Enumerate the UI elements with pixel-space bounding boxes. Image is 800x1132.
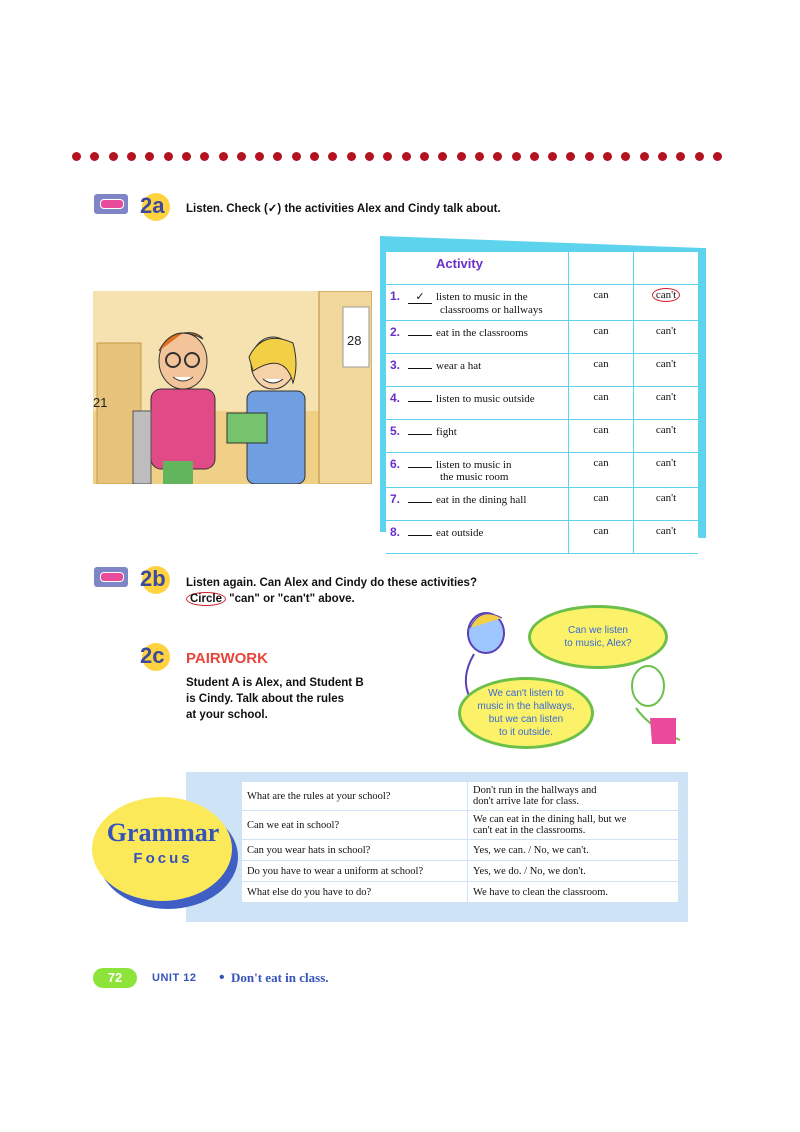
check-blank[interactable]: [408, 434, 432, 435]
cant-text: can't: [655, 525, 677, 537]
divider-dot: [603, 152, 612, 161]
instruction-2c-line: at your school.: [186, 709, 268, 721]
activity-text: eat in the dining hall: [436, 494, 527, 506]
divider-dot: [200, 152, 209, 161]
divider-dot: [695, 152, 704, 161]
divider-dot: [255, 152, 264, 161]
can-option[interactable]: [569, 420, 634, 453]
grammar-question-text: Can we eat in school?: [247, 819, 340, 831]
instruction-2b-line2: [186, 591, 477, 607]
bubble-line: We can't listen to: [488, 688, 564, 699]
cant-option[interactable]: [634, 321, 699, 354]
divider-dot: [402, 152, 411, 161]
can-option[interactable]: [569, 387, 634, 420]
grammar-answer-line: We have to clean the classroom.: [473, 886, 609, 898]
divider-dot: [493, 152, 502, 161]
divider-dot: [640, 152, 649, 161]
cant-option[interactable]: [634, 420, 699, 453]
activity-row: [386, 521, 698, 554]
header-empty-cant: [634, 252, 699, 285]
page-number: 72: [93, 968, 137, 988]
divider-dot: [585, 152, 594, 161]
grammar-question: [242, 840, 468, 861]
divider-dot: [713, 152, 722, 161]
check-blank[interactable]: [408, 502, 432, 503]
can-text: can: [593, 391, 609, 403]
divider-dot: [566, 152, 575, 161]
cant-option[interactable]: [634, 387, 699, 420]
instruction-2c-line: Student A is Alex, and Student B: [186, 677, 364, 689]
divider-dot: [548, 152, 557, 161]
activity-text-line2: classrooms or hallways: [440, 304, 543, 316]
cant-option[interactable]: [634, 453, 699, 488]
activity-row: [386, 285, 698, 321]
divider-dot: [310, 152, 319, 161]
check-blank[interactable]: [408, 368, 432, 369]
activity-table: [386, 252, 698, 554]
divider-dot: [457, 152, 466, 161]
divider-dot: [109, 152, 118, 161]
activity-row: [386, 321, 698, 354]
check-blank[interactable]: [408, 401, 432, 402]
grammar-question: [242, 782, 468, 811]
activity-number: 4.: [390, 391, 401, 405]
hallway-illustration: [93, 291, 372, 484]
unit-label: UNIT 12: [152, 972, 197, 984]
activity-number: 3.: [390, 358, 401, 372]
activity-number: 8.: [390, 525, 401, 539]
instruction-2b-line2-rest: "can" or "can't" above.: [225, 593, 355, 605]
instruction-2b: [186, 575, 477, 607]
activity-number: 7.: [390, 492, 401, 506]
cant-option[interactable]: [634, 488, 699, 521]
step-number-2b: 2b: [140, 566, 166, 591]
audio-cassette-icon[interactable]: [94, 567, 128, 587]
cant-option[interactable]: [634, 354, 699, 387]
can-text: can: [593, 358, 609, 370]
cant-text: can't: [655, 358, 677, 370]
activity-cell: [386, 420, 569, 453]
activity-number: 5.: [390, 424, 401, 438]
step-number-2a: 2a: [140, 193, 165, 218]
activity-cell: [386, 354, 569, 387]
grammar-question: [242, 811, 468, 840]
grammar-focus-badge: [92, 797, 232, 901]
grammar-row: [242, 782, 678, 811]
cant-text: can't: [655, 325, 677, 337]
can-option[interactable]: [569, 354, 634, 387]
grammar-row: [242, 811, 678, 840]
grammar-question: [242, 861, 468, 882]
speech-bubble-question: [528, 605, 668, 669]
can-option[interactable]: [569, 521, 634, 554]
activity-number: 2.: [390, 325, 401, 339]
divider-dot: [328, 152, 337, 161]
divider-dot: [658, 152, 667, 161]
can-option[interactable]: [569, 285, 634, 321]
activity-text: eat outside: [436, 527, 484, 539]
activity-row: [386, 488, 698, 521]
activity-text: fight: [436, 426, 457, 438]
can-text: can: [593, 457, 609, 469]
divider-dot: [182, 152, 191, 161]
can-option[interactable]: [569, 321, 634, 354]
bubble-line: to it outside.: [499, 727, 553, 738]
activity-row: [386, 453, 698, 488]
can-text: can: [593, 492, 609, 504]
instruction-2c: [186, 675, 364, 723]
can-text: can: [593, 325, 609, 337]
grammar-answer-line: Don't run in the hallways and: [473, 785, 597, 796]
divider-dot: [72, 152, 81, 161]
grammar-rows: [242, 782, 678, 903]
audio-cassette-icon[interactable]: [94, 194, 128, 214]
bubble-line: to music, Alex?: [564, 638, 632, 649]
divider-dot: [90, 152, 99, 161]
divider-dot: [145, 152, 154, 161]
divider-dot: [237, 152, 246, 161]
activity-row: [386, 354, 698, 387]
grammar-question: [242, 882, 468, 903]
activity-header: Activity: [386, 252, 569, 285]
activity-cell: [386, 285, 569, 321]
activity-text: listen to music in: [436, 459, 512, 471]
can-text: can: [593, 525, 609, 537]
bubble-line: music in the hallways,: [477, 701, 575, 712]
grammar-answer: [468, 861, 679, 882]
grammar-question-text: What else do you have to do?: [247, 886, 372, 898]
instruction-2a: Listen. Check (✓) the activities Alex and Cindy talk about.: [186, 203, 501, 215]
activity-row: [386, 420, 698, 453]
check-blank[interactable]: ✓: [408, 290, 432, 304]
activity-number: 6.: [390, 457, 401, 471]
grammar-row: [242, 861, 678, 882]
activity-text-line2: the music room: [440, 471, 509, 483]
check-blank[interactable]: [408, 335, 432, 336]
divider-dot: [621, 152, 630, 161]
divider-dot: [512, 152, 521, 161]
instruction-2b-line1: Listen again. Can Alex and Cindy do these activities?: [186, 577, 477, 589]
grammar-question-text: What are the rules at your school?: [247, 790, 391, 802]
check-blank[interactable]: [408, 535, 432, 536]
step-number-2c: 2c: [140, 643, 165, 668]
grammar-focus-title: Grammar: [106, 818, 220, 847]
divider-dot: [164, 152, 173, 161]
grammar-answer: [468, 840, 679, 861]
divider-dot: [273, 152, 282, 161]
can-option[interactable]: [569, 488, 634, 521]
bubble-line: but we can listen: [488, 714, 564, 725]
grammar-answer-line: Yes, we can. / No, we can't.: [473, 844, 589, 856]
activity-text: listen to music in the: [436, 291, 528, 303]
illustration-students: [93, 291, 372, 484]
cant-text: can't: [652, 288, 680, 302]
grammar-question-text: Do you have to wear a uniform at school?: [247, 865, 424, 877]
cant-option[interactable]: [634, 285, 699, 321]
activity-header-row: [386, 252, 698, 285]
door-number-right: 28: [347, 333, 362, 348]
bubble-line: Can we listen: [567, 625, 628, 636]
can-text: can: [593, 289, 609, 301]
activity-text: eat in the classrooms: [436, 327, 528, 339]
cant-text: can't: [655, 492, 677, 504]
grammar-focus-subtitle: Focus: [133, 850, 193, 867]
divider-dot: [438, 152, 447, 161]
divider-dot: [127, 152, 136, 161]
cant-option[interactable]: [634, 521, 699, 554]
dotted-divider: [72, 150, 722, 164]
grammar-question-text: Can you wear hats in school?: [247, 844, 371, 856]
activity-cell: [386, 321, 569, 354]
lesson-title: Don't eat in class.: [231, 970, 329, 985]
circle-word: Circle: [186, 592, 226, 606]
activity-text: listen to music outside: [436, 393, 535, 405]
divider-dot: [475, 152, 484, 161]
divider-dot: [420, 152, 429, 161]
grammar-answer-line: We can eat in the dining hall, but we: [473, 814, 627, 825]
activity-text: wear a hat: [436, 360, 482, 372]
grammar-answer: [468, 782, 679, 811]
instruction-2c-line: is Cindy. Talk about the rules: [186, 693, 345, 705]
divider-dot: [347, 152, 356, 161]
activity-cell: [386, 488, 569, 521]
can-option[interactable]: [569, 453, 634, 488]
activity-number: 1.: [390, 289, 401, 303]
activity-row: [386, 387, 698, 420]
divider-dot: [676, 152, 685, 161]
divider-dot: [383, 152, 392, 161]
grammar-focus-table: [242, 782, 678, 903]
divider-dot: [219, 152, 228, 161]
speech-bubble-answer: [458, 677, 594, 749]
grammar-answer: [468, 811, 679, 840]
cant-text: can't: [655, 391, 677, 403]
activity-rows: [386, 285, 698, 554]
activity-cell: [386, 521, 569, 554]
divider-dot: [365, 152, 374, 161]
bullet-separator: •: [219, 969, 225, 986]
grammar-answer-line: can't eat in the classrooms.: [473, 825, 586, 836]
cant-text: can't: [655, 424, 677, 436]
grammar-row: [242, 882, 678, 903]
grammar-answer-line: don't arrive late for class.: [473, 796, 579, 807]
grammar-answer-line: Yes, we do. / No, we don't.: [473, 865, 586, 877]
cant-text: can't: [655, 457, 677, 469]
activity-cell: [386, 387, 569, 420]
grammar-answer: [468, 882, 679, 903]
can-text: can: [593, 424, 609, 436]
header-empty-can: [569, 252, 634, 285]
door-number-left: 21: [93, 395, 108, 410]
activity-cell: [386, 453, 569, 488]
divider-dot: [530, 152, 539, 161]
check-blank[interactable]: [408, 467, 432, 468]
grammar-row: [242, 840, 678, 861]
pairwork-title: PAIRWORK: [186, 650, 268, 667]
divider-dot: [292, 152, 301, 161]
